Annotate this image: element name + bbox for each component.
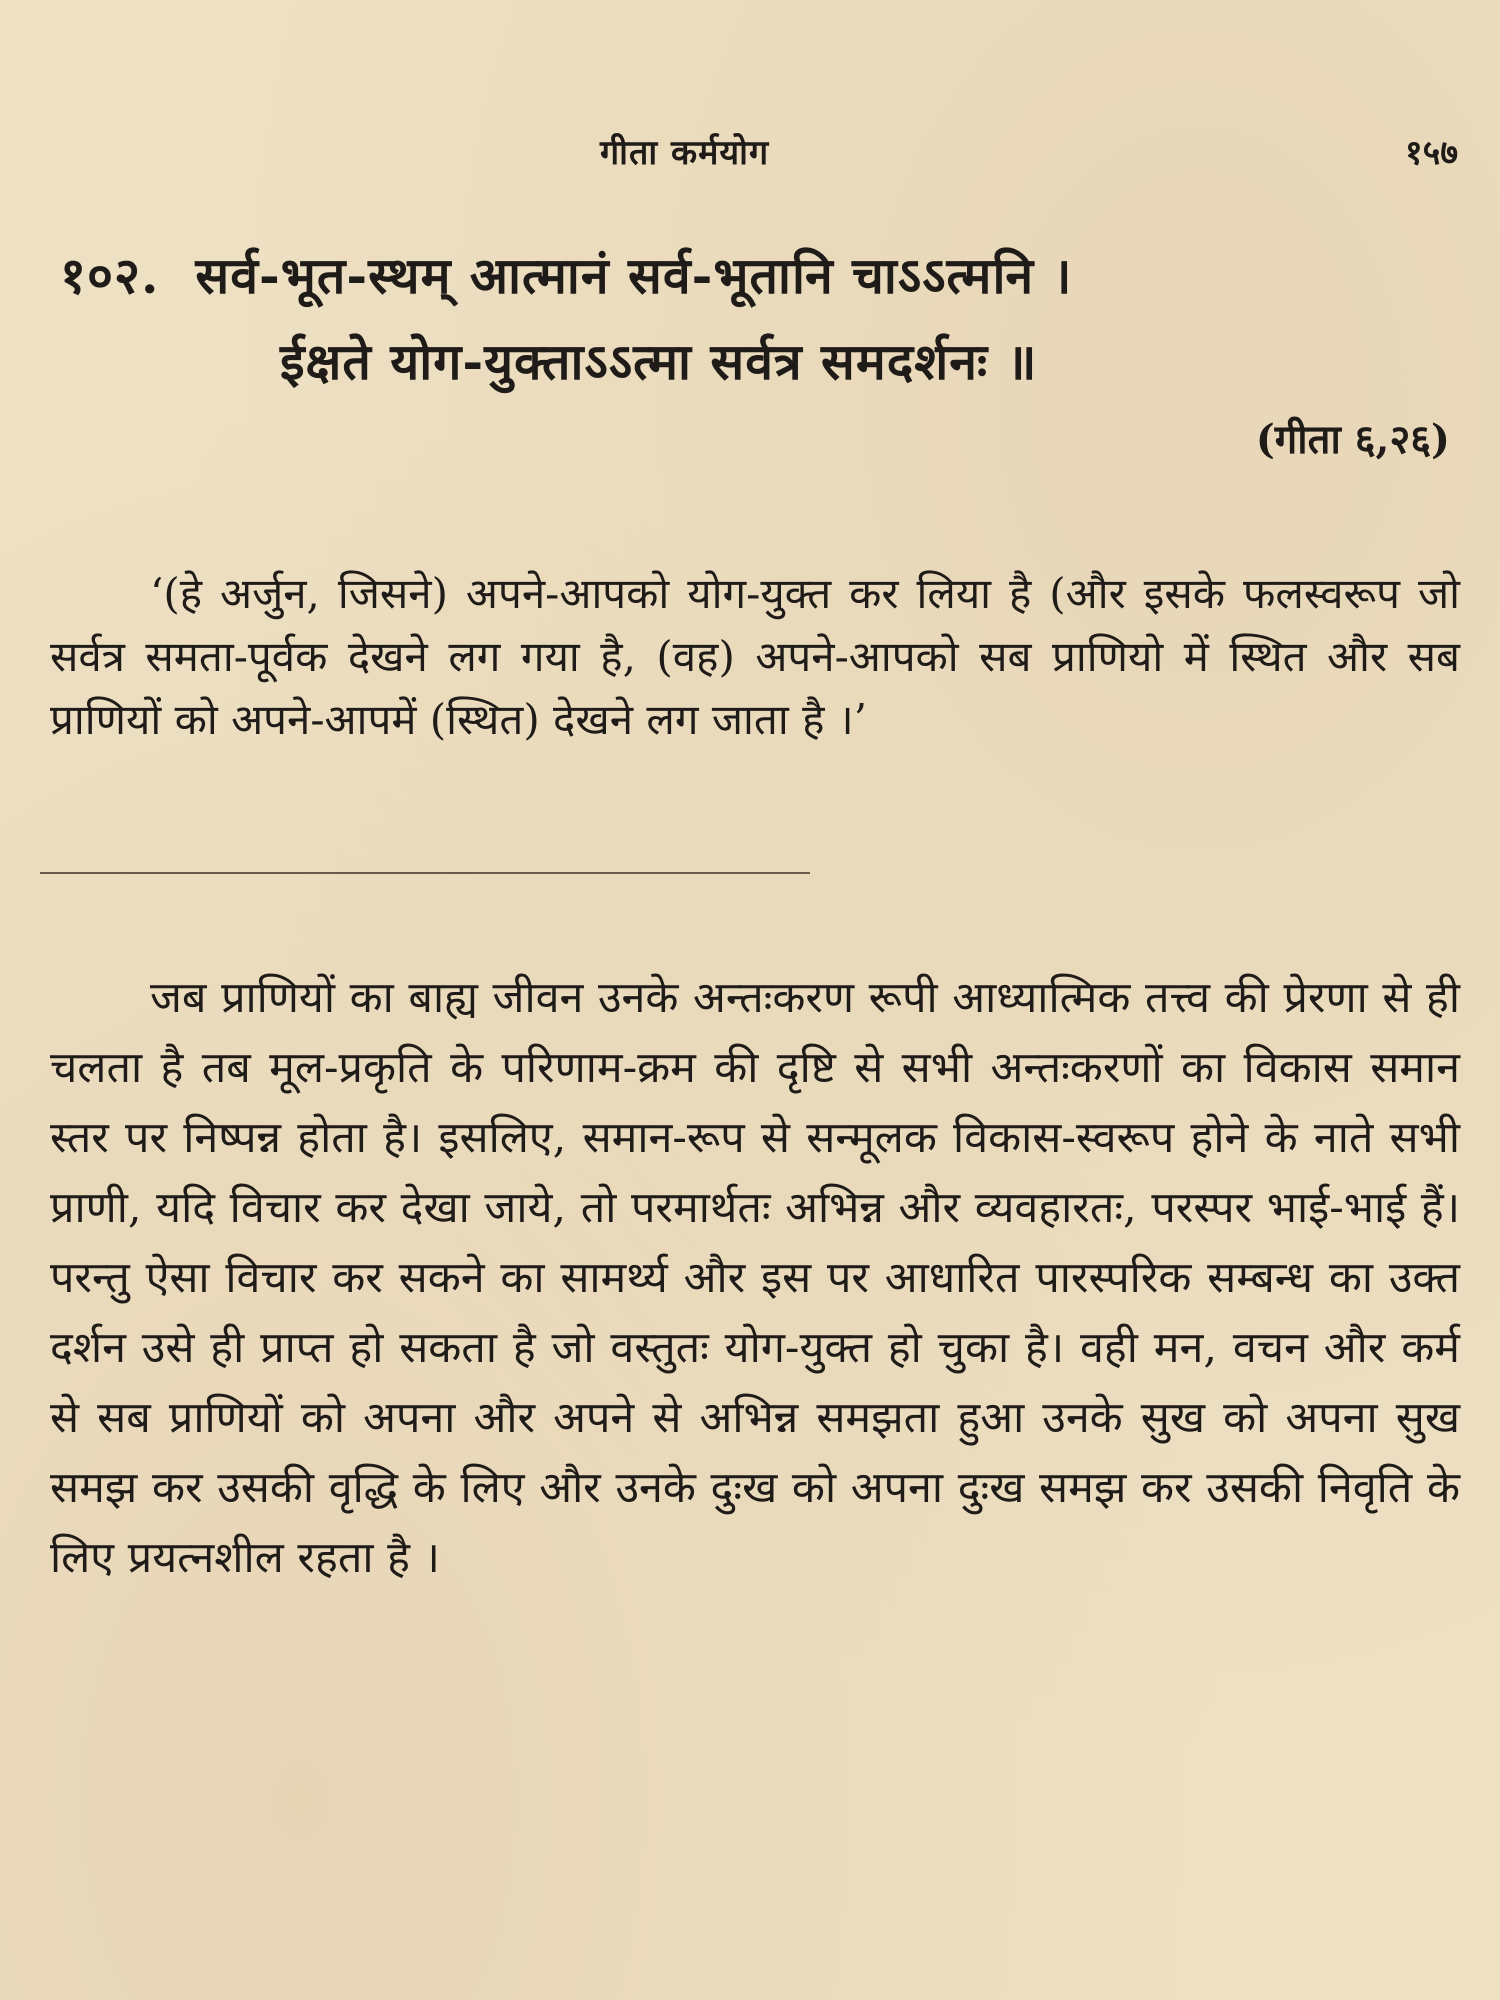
page-number: १५७ xyxy=(1404,133,1458,173)
translation-paragraph: ‘(हे अर्जुन, जिसने) अपने-आपको योग-युक्त कर लिया है (और इसके फलस्वरूप जो सर्वत्र समता-पूर्वक देखने लग गया है, (वह) अपने-आपको सब प्राणियो में स्थित और सब प्राणियों को अपने-आपमें (स्थित) देखने लग जाता है ।’ xyxy=(50,569,1460,744)
verse-line-1 xyxy=(60,240,1460,308)
page-header xyxy=(0,128,1500,178)
running-title: गीता कर्मयोग xyxy=(600,133,770,173)
section-divider xyxy=(40,872,810,874)
verse-line-2: ईक्षते योग-युक्ताऽऽत्मा सर्वत्र समदर्शनः ॥ xyxy=(280,332,1038,391)
verse-reference: (गीता ६,२६) xyxy=(1255,416,1450,463)
commentary-paragraph: जब प्राणियों का बाह्य जीवन उनके अन्तःकरण रूपी आध्यात्मिक तत्त्व की प्रेरणा से ही चलता है तब मूल-प्रकृति के परिणाम-क्रम की दृष्टि से सभी अन्तःकरणों का विकास समान स्तर पर निष्पन्न होता है। इसलिए, समान-रूप से सन्मूलक विकास-स्वरूप होने के नाते सभी प्राणी, यदि विचार कर देखा जाये, तो परमार्थतः अभिन्न और व्यवहारतः, परस्पर भाई-भाई हैं। परन्तु ऐसा विचार कर सकने का सामर्थ्य और इस पर आधारित पारस्परिक सम्बन्ध का उक्त दर्शन उसे ही प्राप्त हो सकता है जो वस्तुतः योग-युक्त हो चुका है। वही मन, वचन और कर्म से सब प्राणियों को अपना और अपने से अभिन्न समझता हुआ उनके सुख को अपना सुख समझ कर उसकी वृद्धि के लिए और उनके दुःख को अपना दुःख समझ कर उसकी निवृति के लिए प्रयत्नशील रहता है । xyxy=(50,973,1460,1583)
verse-number: १०२. xyxy=(60,246,160,305)
verse-block xyxy=(60,240,1460,394)
verse-line-1-text: सर्व-भूत-स्थम् आत्मानं सर्व-भूतानि चाऽऽत्मनि । xyxy=(195,246,1073,305)
